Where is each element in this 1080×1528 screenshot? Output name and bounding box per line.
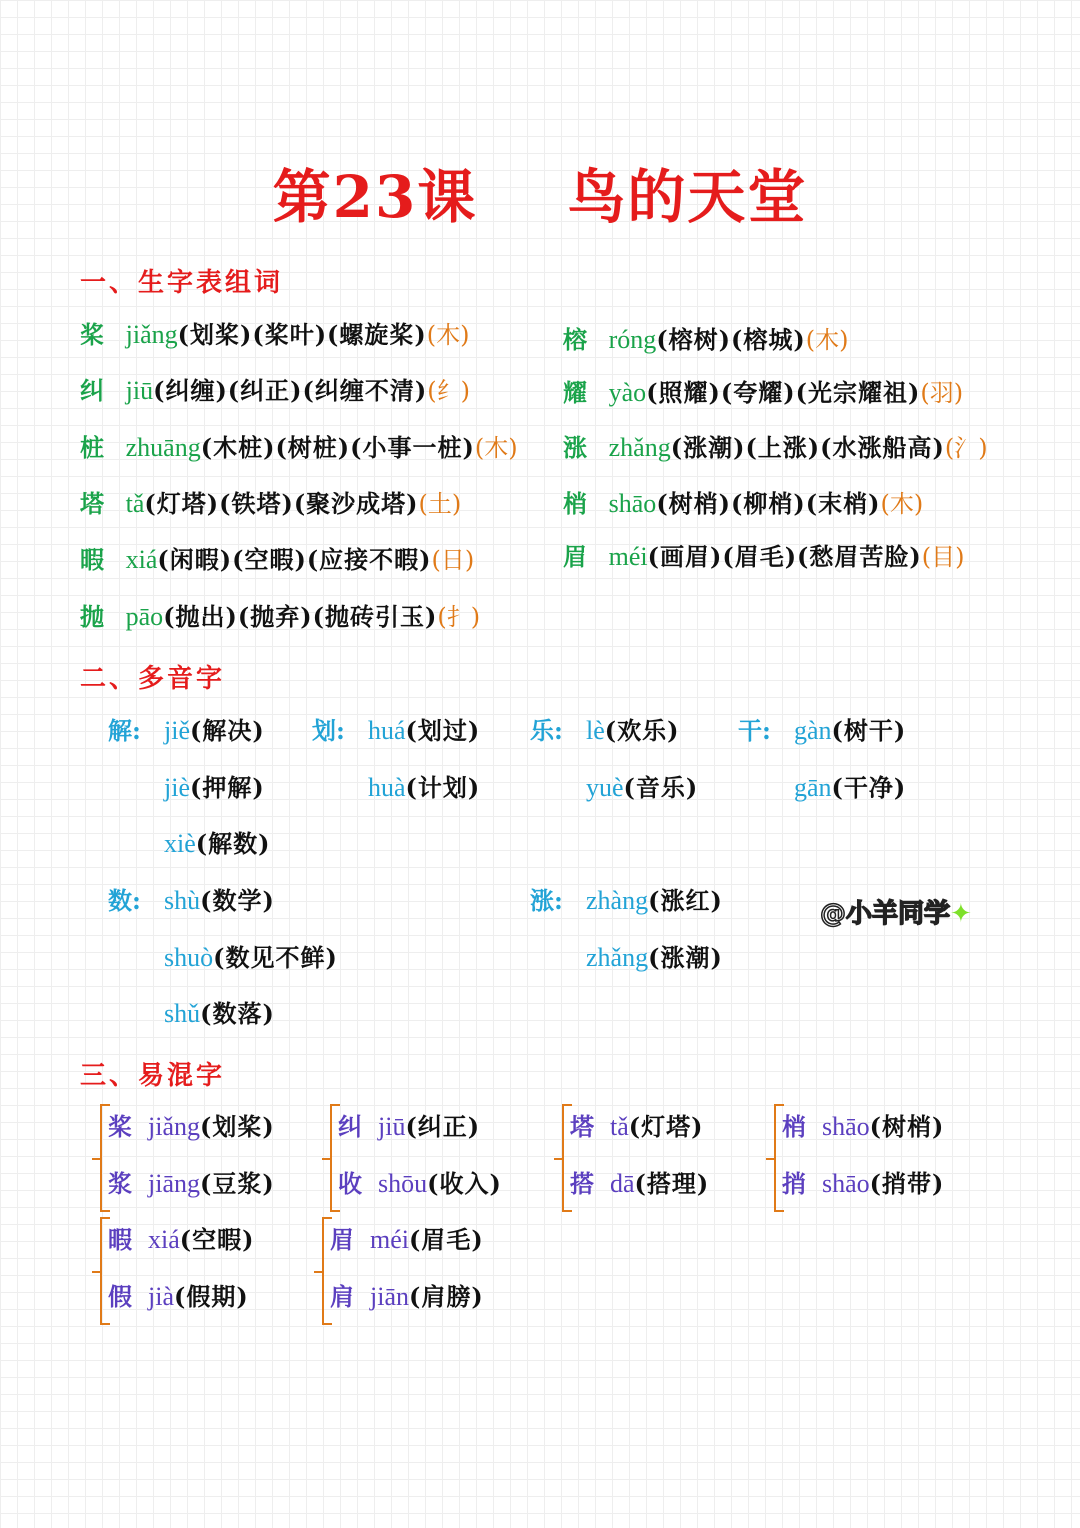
polyphone-pinyin: zhǎng xyxy=(586,942,649,972)
confusable-char: 肩 xyxy=(330,1282,354,1311)
vocab-words: (树梢)(柳梢)(末梢) xyxy=(656,489,881,518)
vocab-radical: (羽) xyxy=(920,379,964,407)
confusable-word: (树梢) xyxy=(869,1112,945,1141)
vocab-row xyxy=(80,489,461,519)
vocab-pinyin: yào xyxy=(608,378,647,407)
vocab-words: (照耀)(夸耀)(光宗耀祖) xyxy=(646,378,921,407)
vocab-words: (榕树)(榕城) xyxy=(656,325,806,354)
polyphone-item xyxy=(164,829,270,859)
polyphone-pinyin: jiè xyxy=(164,772,190,802)
confusable-item xyxy=(570,1112,703,1142)
vocab-radical: (氵) xyxy=(944,434,988,462)
vocab-pinyin: zhuāng xyxy=(125,433,201,462)
confusable-pinyin: jiū xyxy=(378,1112,406,1141)
polyphone-item xyxy=(586,886,723,916)
confusable-word: (划桨) xyxy=(200,1112,275,1141)
confusable-char: 眉 xyxy=(330,1225,354,1254)
section-heading-vocab: 一、生字表组词 xyxy=(80,268,284,298)
polyphone-label: 干: xyxy=(738,716,771,745)
polyphone-word: (树干) xyxy=(831,716,907,745)
confusable-item xyxy=(338,1112,480,1142)
page-title xyxy=(0,150,1080,234)
confusable-item xyxy=(108,1282,249,1312)
polyphone-pinyin: gàn xyxy=(794,716,832,745)
vocab-words: (闲暇)(空暇)(应接不暇) xyxy=(157,545,432,574)
watermark xyxy=(820,893,972,930)
vocab-words: (划桨)(桨叶)(螺旋桨) xyxy=(177,320,427,349)
polyphone-word: (欢乐) xyxy=(604,716,680,745)
vocab-pinyin: zhǎng xyxy=(608,433,671,462)
vocab-char: 纠 xyxy=(80,376,104,405)
confusable-char: 收 xyxy=(338,1169,362,1198)
polyphone-word: (干净) xyxy=(831,772,907,802)
vocab-pinyin: róng xyxy=(608,325,657,354)
polyphone-item xyxy=(164,999,275,1029)
vocab-char: 桨 xyxy=(80,320,104,349)
vocab-char: 抛 xyxy=(80,602,104,631)
confusable-char: 捎 xyxy=(782,1169,806,1198)
polyphone-word: (涨红) xyxy=(648,886,723,915)
confusable-item xyxy=(108,1112,275,1142)
watermark-text: @小羊同学 xyxy=(820,899,951,929)
confusable-char: 桨 xyxy=(108,1112,132,1141)
vocab-char: 眉 xyxy=(563,542,587,571)
vocab-pinyin: xiá xyxy=(125,545,158,574)
polyphone-item xyxy=(794,773,906,803)
confusable-pinyin: jiǎng xyxy=(148,1112,200,1141)
polyphone-item xyxy=(164,886,275,916)
confusable-item xyxy=(108,1225,254,1255)
confusable-pinyin: jià xyxy=(148,1282,174,1311)
confusable-pinyin: shāo xyxy=(822,1169,870,1198)
confusable-item xyxy=(782,1169,944,1199)
confusable-word: (灯塔) xyxy=(628,1112,704,1141)
confusable-word: (搭理) xyxy=(634,1169,710,1198)
polyphone-pinyin: zhàng xyxy=(586,886,649,915)
confusable-pinyin: jiāng xyxy=(148,1169,200,1198)
confusable-char: 暇 xyxy=(108,1225,132,1254)
vocab-row xyxy=(80,376,470,406)
polyphone-word: (押解) xyxy=(190,772,265,802)
polyphone-item xyxy=(164,716,265,746)
vocab-row xyxy=(563,433,988,463)
vocab-radical: (纟) xyxy=(427,377,470,405)
vocab-row xyxy=(563,325,848,355)
vocab-radical: (木) xyxy=(880,490,924,518)
confusable-pinyin: dā xyxy=(610,1169,635,1198)
polyphone-pinyin: yuè xyxy=(586,772,624,802)
vocab-char: 梢 xyxy=(563,489,587,518)
polyphone-item xyxy=(368,773,480,803)
vocab-row xyxy=(80,545,474,575)
polyphone-pinyin: jiě xyxy=(164,716,190,745)
confusable-item xyxy=(570,1169,709,1199)
confusable-pinyin: tǎ xyxy=(610,1112,629,1141)
polyphone-pinyin: huá xyxy=(368,716,406,745)
confusable-char: 塔 xyxy=(570,1112,594,1141)
vocab-row xyxy=(563,378,963,408)
confusable-word: (捎带) xyxy=(869,1169,945,1198)
polyphone-item xyxy=(164,943,338,973)
lesson-number: 第23课 xyxy=(272,163,478,231)
vocab-char: 塔 xyxy=(80,489,104,518)
polyphone-word: (计划) xyxy=(405,772,481,802)
vocab-words: (木桩)(树桩)(小事一桩) xyxy=(200,433,475,462)
confusable-char: 纠 xyxy=(338,1112,362,1141)
polyphone-pinyin: shǔ xyxy=(164,999,201,1028)
vocab-char: 榕 xyxy=(563,325,587,354)
polyphone-word: (数见不鲜) xyxy=(213,942,338,972)
polyphone-word: (音乐) xyxy=(623,772,699,802)
polyphone-label: 数: xyxy=(108,886,141,915)
confusable-item xyxy=(338,1169,502,1199)
polyphone-word: (划过) xyxy=(405,716,481,745)
confusable-pinyin: shōu xyxy=(378,1169,428,1198)
polyphone-label: 解: xyxy=(108,716,141,745)
confusable-pinyin: shāo xyxy=(822,1112,870,1141)
polyphone-item xyxy=(586,716,679,746)
polyphone-word: (数学) xyxy=(200,886,275,915)
polyphone-pinyin: lè xyxy=(586,716,605,745)
vocab-pinyin: tǎ xyxy=(125,489,145,518)
confusable-char: 搭 xyxy=(570,1169,594,1198)
vocab-radical: (土) xyxy=(418,490,462,518)
vocab-radical: (日) xyxy=(431,546,475,574)
vocab-words: (画眉)(眉毛)(愁眉苦脸) xyxy=(647,542,922,571)
confusable-char: 假 xyxy=(108,1282,132,1311)
vocab-radical: (木) xyxy=(474,434,518,462)
polyphone-word: (涨潮) xyxy=(648,942,723,972)
confusable-word: (肩膀) xyxy=(409,1282,484,1311)
vocab-pinyin: jiǎng xyxy=(125,320,178,349)
vocab-pinyin: jiū xyxy=(125,376,154,405)
vocab-words: (纠缠)(纠正)(纠缠不清) xyxy=(153,376,428,405)
confusable-pinyin: méi xyxy=(370,1225,409,1254)
vocab-pinyin: pāo xyxy=(125,602,164,631)
polyphone-label: 划: xyxy=(312,716,345,745)
polyphone-label: 涨: xyxy=(530,886,563,915)
confusable-pinyin: jiān xyxy=(370,1282,409,1311)
lesson-name: 鸟的天堂 xyxy=(567,163,808,231)
vocab-row xyxy=(80,320,470,350)
vocab-radical: (扌) xyxy=(437,603,481,631)
polyphone-pinyin: shù xyxy=(164,886,201,915)
confusable-pinyin: xiá xyxy=(148,1225,180,1254)
confusable-item xyxy=(330,1282,484,1312)
vocab-words: (灯塔)(铁塔)(聚沙成塔) xyxy=(144,489,419,518)
polyphone-item xyxy=(164,773,265,803)
vocab-row xyxy=(563,489,923,519)
confusable-word: (纠正) xyxy=(405,1112,481,1141)
polyphone-item xyxy=(794,716,906,746)
vocab-row xyxy=(80,433,518,463)
polyphone-word: (数落) xyxy=(200,999,275,1028)
vocab-char: 桩 xyxy=(80,433,104,462)
polyphone-pinyin: xiè xyxy=(164,829,196,858)
sparkle-icon: ✦ xyxy=(950,899,972,929)
vocab-words: (抛出)(抛弃)(抛砖引玉) xyxy=(163,602,438,631)
confusable-word: (假期) xyxy=(174,1282,249,1311)
polyphone-label: 乐: xyxy=(530,716,563,745)
polyphone-pinyin: shuò xyxy=(164,942,214,972)
confusable-item xyxy=(782,1112,944,1142)
polyphone-item xyxy=(368,716,480,746)
confusable-char: 梢 xyxy=(782,1112,806,1141)
confusable-word: (豆浆) xyxy=(200,1169,275,1198)
confusable-word: (收入) xyxy=(427,1169,502,1198)
confusable-item xyxy=(330,1225,484,1255)
vocab-radical: (木) xyxy=(805,326,849,354)
confusable-word: (眉毛) xyxy=(409,1225,484,1254)
vocab-radical: (目) xyxy=(921,543,965,571)
vocab-pinyin: shāo xyxy=(608,489,657,518)
vocab-char: 耀 xyxy=(563,378,587,407)
section-heading-polyphone: 二、多音字 xyxy=(80,664,226,694)
vocab-words: (涨潮)(上涨)(水涨船高) xyxy=(670,433,945,462)
vocab-char: 暇 xyxy=(80,545,104,574)
confusable-char: 浆 xyxy=(108,1169,132,1198)
vocab-radical: (木) xyxy=(426,321,470,349)
polyphone-pinyin: huà xyxy=(368,772,406,802)
vocab-pinyin: méi xyxy=(608,542,648,571)
vocab-row xyxy=(563,542,965,572)
vocab-char: 涨 xyxy=(563,433,587,462)
polyphone-pinyin: gān xyxy=(794,772,832,802)
polyphone-item xyxy=(586,773,698,803)
polyphone-word: (解数) xyxy=(195,829,271,858)
polyphone-item xyxy=(586,943,723,973)
confusable-item xyxy=(108,1169,275,1199)
vocab-row xyxy=(80,602,480,632)
polyphone-word: (解决) xyxy=(190,716,265,745)
confusable-word: (空暇) xyxy=(179,1225,255,1254)
section-heading-confusable: 三、易混字 xyxy=(80,1061,226,1091)
